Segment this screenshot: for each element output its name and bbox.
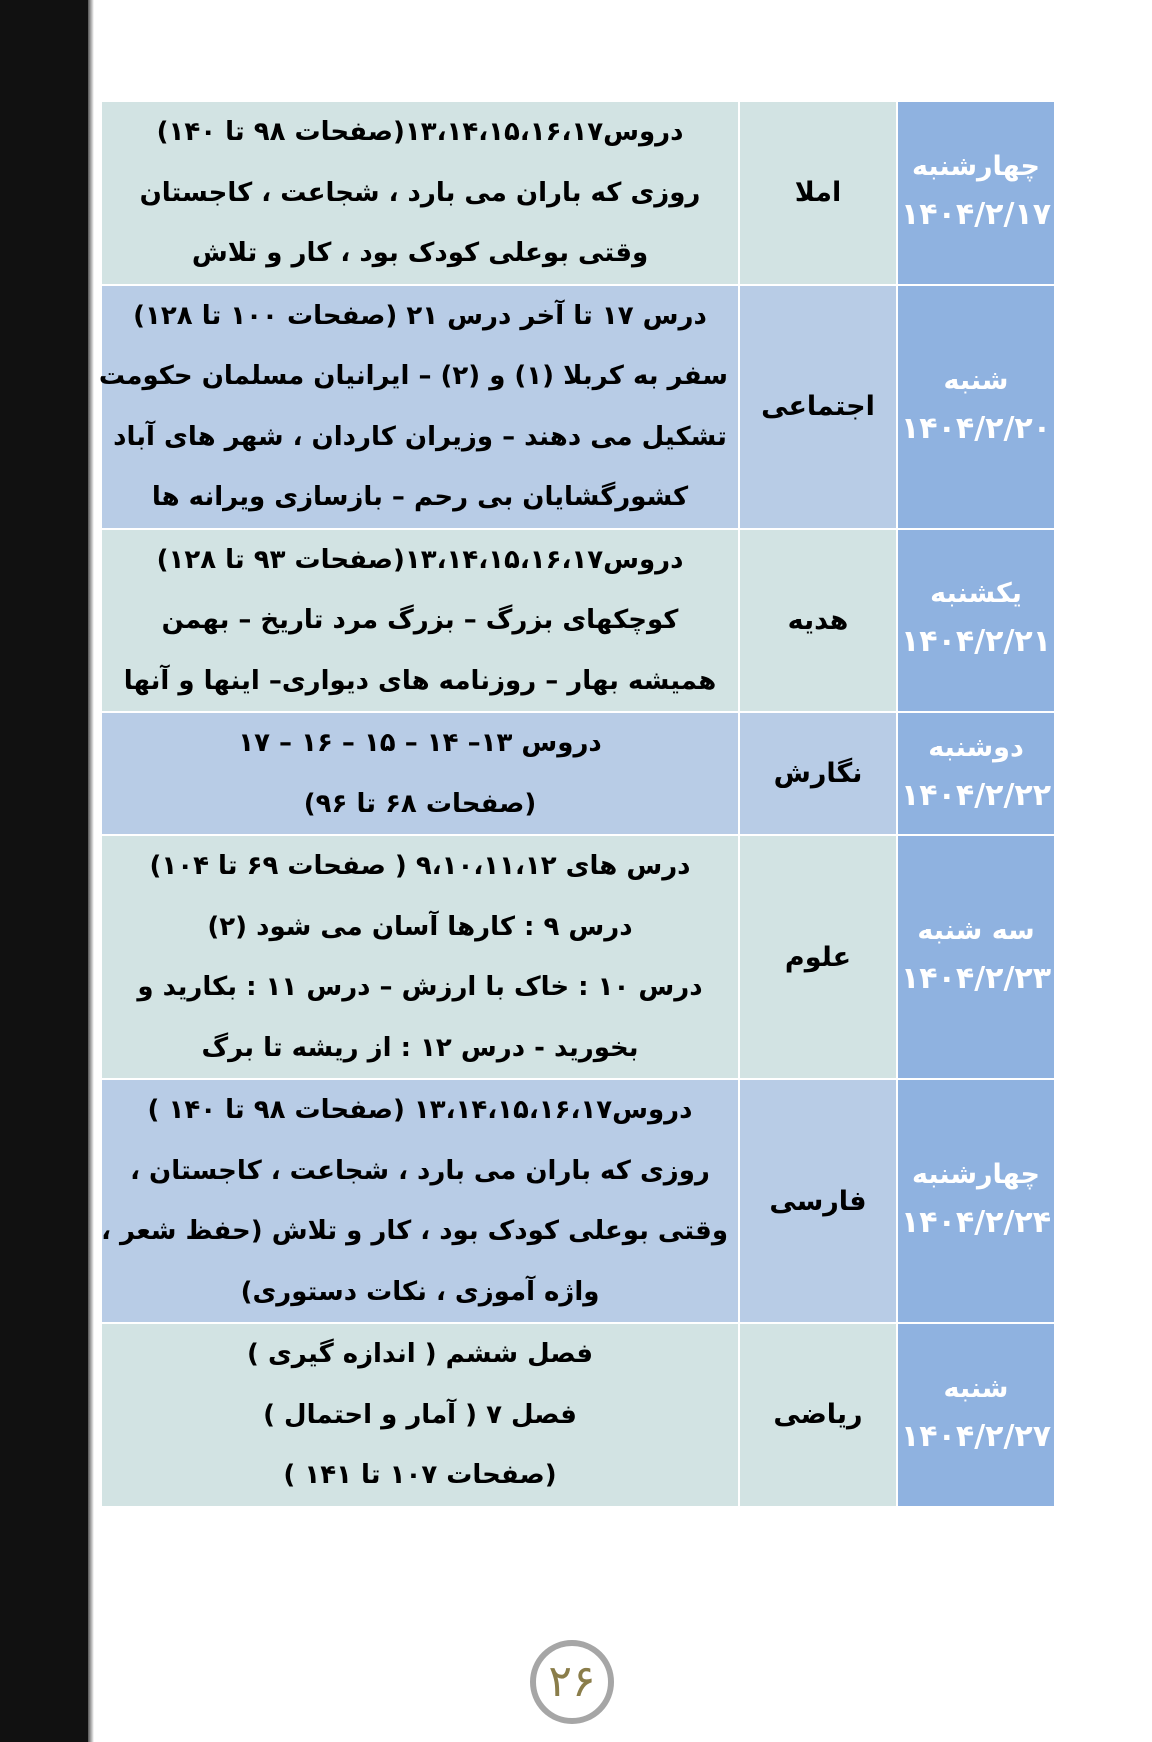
description-cell xyxy=(101,529,739,713)
exam-date: ۱۴۰۴/۲/۲۰ xyxy=(900,410,1052,446)
day-name: سه شنبه xyxy=(917,915,1035,946)
description-line: درس ۱۷ تا آخر درس ۲۱ (صفحات ۱۰۰ تا ۱۲۸) xyxy=(133,300,707,331)
table-row xyxy=(101,101,1055,285)
description-line: کوچکهای بزرگ – بزرگ مرد تاریخ – بهمن xyxy=(161,605,679,635)
description-line: فصل ۷ ( آمار و احتمال ) xyxy=(263,1399,577,1430)
description-line: بخورید - درس ۱۲ : از ریشه تا برگ xyxy=(201,1032,639,1063)
subject-cell: املا xyxy=(739,101,897,285)
subject-cell: اجتماعی xyxy=(739,285,897,529)
day-name: شنبه xyxy=(943,1372,1009,1404)
description-line: دروس۱۳،۱۴،۱۵،۱۶،۱۷(صفحات ۹۸ تا ۱۴۰) xyxy=(156,117,684,147)
description-line: همیشه بهار – روزنامه های دیواری– اینها و آنها xyxy=(123,665,717,696)
description-line: سفر به کربلا (۱) و (۲) – ایرانیان مسلمان حکومت xyxy=(98,361,728,391)
date-cell xyxy=(897,835,1055,1079)
subject-cell: نگارش xyxy=(739,712,897,835)
description-cell xyxy=(101,1323,739,1507)
description-line: (صفحات ۱۰۷ تا ۱۴۱ ) xyxy=(283,1460,557,1490)
exam-date: ۱۴۰۴/۲/۲۱ xyxy=(900,624,1052,660)
description-line: کشورگشایان بی رحم – بازسازی ویرانه ها xyxy=(151,482,689,512)
description-line: درس ۹ : کارها آسان می شود (۲) xyxy=(207,911,633,942)
exam-schedule-table xyxy=(100,100,1056,1508)
table-row xyxy=(101,1079,1055,1323)
table-row xyxy=(101,1323,1055,1507)
day-name: چهارشنبه xyxy=(912,150,1040,182)
day-name: شنبه xyxy=(943,364,1009,396)
day-name: دوشنبه xyxy=(928,731,1024,763)
subject-cell: هدیه xyxy=(739,529,897,713)
table-row xyxy=(101,529,1055,713)
exam-date: ۱۴۰۴/۲/۲۳ xyxy=(900,961,1052,996)
description-line: درس ۱۰ : خاک با ارزش – درس ۱۱ : بکارید و xyxy=(137,972,703,1002)
description-line: وقتی بوعلی کودک بود ، کار و تلاش xyxy=(191,238,649,268)
description-line: واژه آموزی ، نکات دستوری) xyxy=(240,1276,600,1307)
subject-cell: ریاضی xyxy=(739,1323,897,1507)
table-row xyxy=(101,285,1055,529)
description-line: دروس ۱۳– ۱۴ – ۱۵ – ۱۶ – ۱۷ xyxy=(238,728,602,758)
exam-date: ۱۴۰۴/۲/۲۲ xyxy=(900,777,1052,813)
subject-cell: فارسی xyxy=(739,1079,897,1323)
description-line: روزی که باران می بارد ، شجاعت ، کاجستان ، xyxy=(130,1155,710,1186)
date-cell xyxy=(897,101,1055,285)
description-cell xyxy=(98,285,739,529)
description-cell xyxy=(101,101,739,285)
left-binding-bar xyxy=(0,0,88,1742)
exam-date: ۱۴۰۴/۲/۱۷ xyxy=(900,196,1052,232)
table-row xyxy=(101,835,1055,1079)
day-name: چهارشنبه xyxy=(912,1159,1040,1190)
description-cell xyxy=(101,835,739,1079)
binding-shadow xyxy=(88,0,94,1742)
date-cell xyxy=(897,285,1055,529)
date-cell xyxy=(897,529,1055,713)
description-line: تشکیل می دهند – وزیران کاردان ، شهر های آباد xyxy=(113,421,727,452)
description-cell xyxy=(101,712,739,835)
exam-date: ۱۴۰۴/۲/۲۷ xyxy=(900,1418,1052,1454)
page-number: ۲۶ xyxy=(548,1656,596,1707)
table-row xyxy=(101,712,1055,835)
description-line: (صفحات ۶۸ تا ۹۶) xyxy=(303,788,537,819)
description-line: دروس۱۳،۱۴،۱۵،۱۶،۱۷ (صفحات ۹۸ تا ۱۴۰ ) xyxy=(147,1095,693,1125)
date-cell xyxy=(897,1079,1055,1323)
exam-date: ۱۴۰۴/۲/۲۴ xyxy=(900,1205,1052,1240)
day-name: یکشنبه xyxy=(930,578,1022,610)
subject-cell: علوم xyxy=(739,835,897,1079)
description-cell xyxy=(101,1079,739,1323)
description-line: روزی که باران می بارد ، شجاعت ، کاجستان xyxy=(139,177,701,208)
description-line: فصل ششم ( اندازه گیری ) xyxy=(247,1339,593,1369)
date-cell xyxy=(897,712,1055,835)
page-number-badge xyxy=(530,1640,614,1724)
description-line: دروس۱۳،۱۴،۱۵،۱۶،۱۷(صفحات ۹۳ تا ۱۲۸) xyxy=(156,544,684,575)
description-line: درس های ۹،۱۰،۱۱،۱۲ ( صفحات ۶۹ تا ۱۰۴) xyxy=(149,851,691,881)
description-line: وقتی بوعلی کودک بود ، کار و تلاش (حفظ شعر ، xyxy=(101,1216,728,1246)
date-cell xyxy=(897,1323,1055,1507)
